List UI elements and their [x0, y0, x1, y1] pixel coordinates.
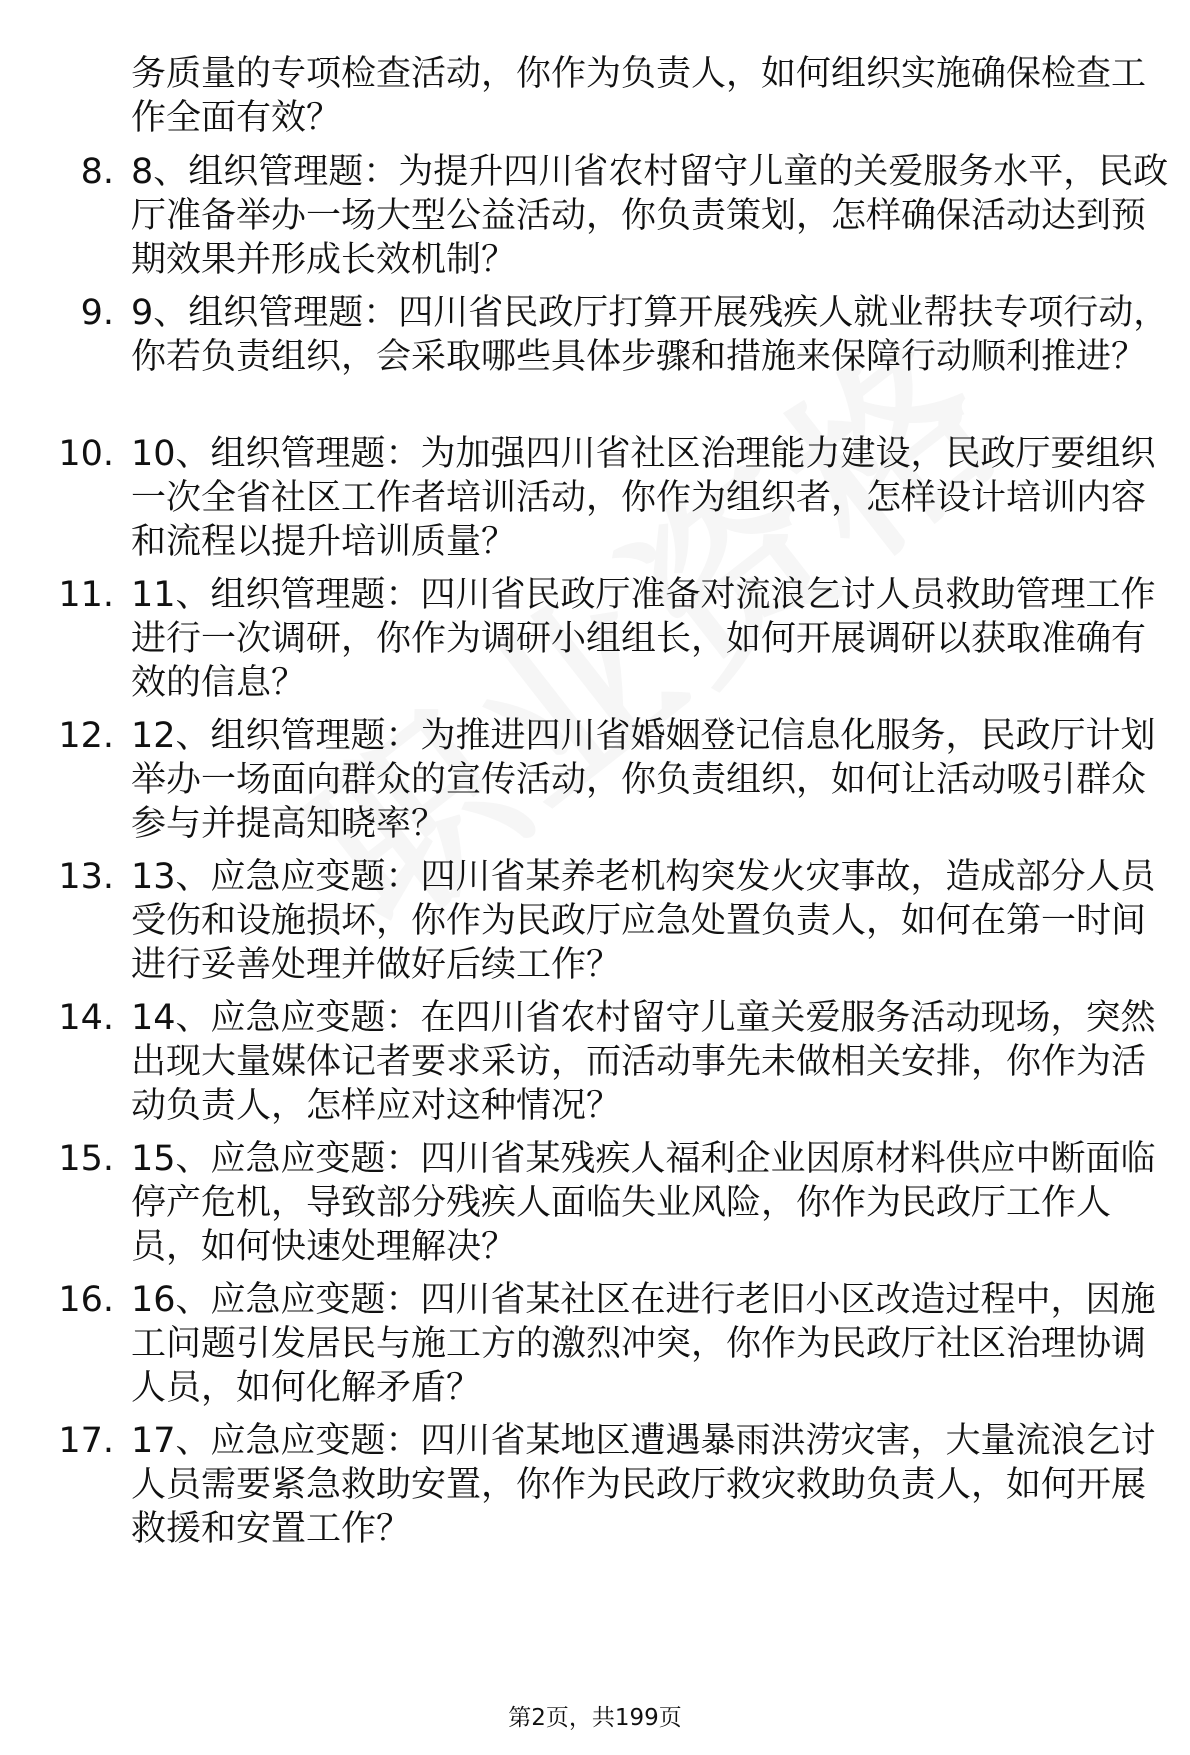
question-text: 8、组织管理题：为提升四川省农村留守儿童的关爱服务水平，民政厅准备举办一场大型公益活动，你负责策划，怎样确保活动达到预期效果并形成长效机制？ [131, 152, 1169, 280]
question-text: 10、组织管理题：为加强四川省社区治理能力建设，民政厅要组织一次全省社区工作者培训活动，你作为组织者，怎样设计培训内容和流程以提升培训质量？ [131, 434, 1156, 562]
question-text: 9、组织管理题：四川省民政厅打算开展残疾人就业帮扶专项行动，你若负责组织，会采取哪些具体步骤和措施来保障行动顺利推进？ [131, 293, 1169, 377]
question-text: 13、应急应变题：四川省某养老机构突发火灾事故，造成部分人员受伤和设施损坏，你作为民政厅应急处置负责人，如何在第一时间进行妥善处理并做好后续工作？ [131, 857, 1156, 985]
continued-question-text: 务质量的专项检查活动，你作为负责人，如何组织实施确保检查工作全面有效？ [131, 54, 1147, 138]
list-number: 11. [58, 575, 114, 615]
list-number: 9. [80, 293, 114, 333]
list-number: 10. [58, 434, 114, 474]
question-text: 16、应急应变题：四川省某社区在进行老旧小区改造过程中，因施工问题引发居民与施工方的激烈冲突，你作为民政厅社区治理协调人员，如何化解矛盾？ [131, 1280, 1156, 1408]
question-text: 15、应急应变题：四川省某残疾人福利企业因原材料供应中断面临停产危机，导致部分残疾人面临失业风险，你作为民政厅工作人员，如何快速处理解决？ [131, 1139, 1156, 1267]
page-footer: 第2页，共199页 [508, 1705, 682, 1731]
question-text: 17、应急应变题：四川省某地区遭遇暴雨洪涝灾害，大量流浪乞讨人员需要紧急救助安置，你作为民政厅救灾救助负责人，如何开展救援和安置工作？ [131, 1421, 1156, 1549]
question-text: 12、组织管理题：为推进四川省婚姻登记信息化服务，民政厅计划举办一场面向群众的宣传活动，你负责组织，如何让活动吸引群众参与并提高知晓率？ [131, 716, 1156, 844]
list-number: 13. [58, 857, 114, 897]
question-text: 11、组织管理题：四川省民政厅准备对流浪乞讨人员救助管理工作进行一次调研，你作为调研小组组长，如何开展调研以获取准确有效的信息？ [131, 575, 1156, 703]
list-number: 17. [58, 1421, 114, 1461]
list-number: 16. [58, 1280, 114, 1320]
list-number: 15. [58, 1139, 114, 1179]
list-number: 8. [80, 152, 114, 192]
list-number: 12. [58, 716, 114, 756]
list-number: 14. [58, 998, 114, 1038]
question-text: 14、应急应变题：在四川省农村留守儿童关爱服务活动现场，突然出现大量媒体记者要求采访，而活动事先未做相关安排，你作为活动负责人，怎样应对这种情况？ [131, 998, 1156, 1126]
